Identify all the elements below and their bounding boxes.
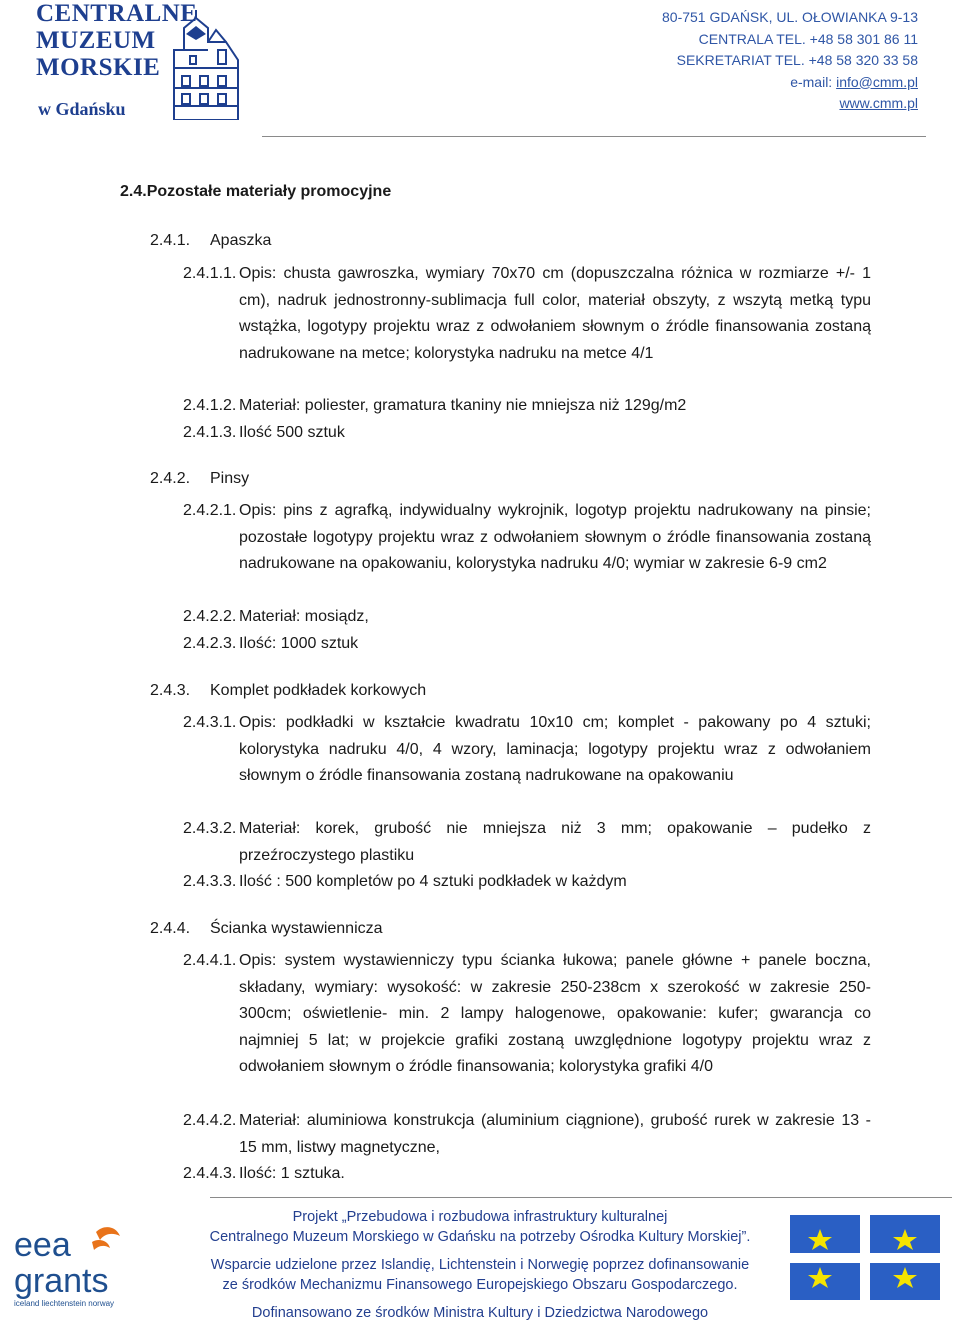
eea-word2: grants (14, 1262, 109, 1300)
central-phone: CENTRALA TEL. +48 58 301 86 11 (698, 30, 918, 47)
subsection-number: 2.4.2. (150, 470, 191, 487)
item-text: Materiał: mosiądz, (239, 608, 369, 625)
email-row (662, 72, 918, 94)
item-text: Ilość : 500 kompletów po 4 sztuki podkładek w każdym (239, 873, 627, 890)
item-text: Ilość 500 sztuk (239, 424, 345, 441)
list-item (183, 261, 871, 367)
footer-line5: Dofinansowano ze środków Ministra Kultury i Dziedzictwa Narodowego (251, 1305, 709, 1321)
contact-block (662, 7, 918, 115)
email-label: e-mail: (790, 73, 837, 90)
header-divider (262, 136, 926, 137)
list-item (183, 631, 871, 658)
item-number: 2.4.3.2. (183, 820, 237, 837)
item-number: 2.4.2.3. (183, 635, 237, 652)
item-text: Opis: chusta gawroszka, wymiary 70x70 cm (dopuszczalna różnica w rozmiarze +/- 1 cm), nadruk jednostronny-sublimacja full color, materiał obszyty, z wszytą metką typu wstążka, logotypy projektu wraz z odwołaniem słownym o źródle finansowania zostaną nadrukowane na metce; kolorystyka nadruku na metce 4/1 (239, 265, 871, 362)
address: 80-751 GDAŃSK, UL. OŁOWIANKA 9-13 (662, 9, 918, 25)
emblem-flag-icon (790, 1215, 940, 1300)
subsection-heading (150, 682, 426, 700)
logo-city: w Gdańsku (38, 99, 126, 119)
eea-word1: eea (14, 1226, 71, 1264)
logo-line3: MORSKIE (36, 54, 161, 81)
item-text: Materiał: aluminiowa konstrukcja (aluminium ciągnione), grubość rurek w zakresie 13 - 15 mm, listwy magnetyczne, (239, 1112, 871, 1156)
footer-line2: Centralnego Muzeum Morskiego w Gdańsku na potrzeby Ośrodka Kultury Morskiej”. (209, 1229, 751, 1245)
museum-logo (36, 0, 266, 125)
eea-countries: iceland liechtenstein norway (14, 1299, 115, 1308)
logo-line1: CENTRALNE (36, 0, 198, 27)
footer-text (130, 1207, 830, 1323)
list-item (183, 498, 871, 578)
item-text: Opis: system wystawienniczy typu ścianka łukowa; panele główne + panele boczna, składany, wymiary: wysokość: w zakresie 250-238cm x szerokość w zakresie 250-300cm; oświetlenie- min. 2 lampy halogenowe, opakowanie: kufer; gwarancja co najmniej 5 lat; w projekcie grafiki zostaną uwzględnione logotypy projektu wraz z odwołaniem słownym o źródle finansowania; kolorystyka grafiki 4/0 (239, 952, 871, 1075)
subsection-number: 2.4.1. (150, 232, 191, 249)
footer-line1: Projekt „Przebudowa i rozbudowa infrastruktury kulturalnej (292, 1209, 668, 1225)
subsection-title: Apaszka (210, 232, 272, 249)
list-item (183, 816, 871, 869)
item-number: 2.4.1.3. (183, 424, 237, 441)
item-text: Materiał: poliester, gramatura tkaniny nie mniejsza niż 129g/m2 (239, 397, 687, 414)
list-item (183, 604, 871, 631)
item-number: 2.4.4.3. (183, 1165, 237, 1182)
item-text: Ilość: 1000 sztuk (239, 635, 359, 652)
subsection-heading (150, 470, 249, 488)
subsection-heading (150, 920, 383, 938)
subsection-number: 2.4.4. (150, 920, 191, 937)
section-title: 2.4.Pozostałe materiały promocyjne (120, 183, 392, 200)
list-item (183, 710, 871, 790)
eea-grants-icon (12, 1222, 127, 1310)
item-number: 2.4.1.1. (183, 265, 237, 282)
email-link[interactable]: info@cmm.pl (836, 73, 918, 90)
item-text: Opis: podkładki w kształcie kwadratu 10x10 cm; komplet - pakowany po 4 sztuki; kolorystyka nadruku 4/0, 4 wzory, laminacja; logotypy projektu wraz z odwołaniem słownym o źródle finansowania zostaną nadrukowane na opakowaniu (239, 714, 871, 784)
website-link[interactable]: www.cmm.pl (839, 95, 918, 111)
item-number: 2.4.2.1. (183, 502, 237, 519)
list-item (183, 869, 871, 896)
subsection-number: 2.4.3. (150, 682, 191, 699)
item-number: 2.4.3.3. (183, 873, 237, 890)
list-item (183, 1108, 871, 1161)
item-text: Opis: pins z agrafką, indywidualny wykrojnik, logotyp projektu nadrukowany na pinsie; pozostałe logotypy projektu wraz z odwołaniem słownym o źródle finansowania zostaną nadrukowane na opakowaniu, kolorystyka nadruku 4/0; wymiar w zakresie 6-9 cm2 (239, 502, 871, 572)
subsection-title: Komplet podkładek korkowych (210, 682, 427, 699)
list-item (183, 393, 871, 420)
list-item (183, 1161, 871, 1188)
item-number: 2.4.4.1. (183, 952, 237, 969)
crane-gate-icon (166, 10, 246, 120)
secretariat-phone: SEKRETARIAT TEL. +48 58 320 33 58 (676, 52, 918, 68)
logo-line2: MUZEUM (36, 27, 156, 54)
list-item (183, 948, 871, 1081)
footer-line4: ze środków Mechanizmu Finansowego Europejskiego Obszaru Gospodarczego. (222, 1277, 738, 1293)
item-number: 2.4.4.2. (183, 1112, 237, 1129)
item-number: 2.4.3.1. (183, 714, 237, 731)
item-text: Ilość: 1 sztuka. (239, 1165, 345, 1182)
subsection-title: Ścianka wystawiennicza (210, 920, 383, 937)
footer-divider (210, 1197, 952, 1198)
item-text: Materiał: korek, grubość nie mniejsza niż 3 mm; opakowanie – pudełko z przeźroczystego plastiku (239, 820, 871, 864)
eea-grants-logo (12, 1222, 127, 1310)
footer-line3: Wsparcie udzielone przez Islandię, Lichtenstein i Norwegię poprzez dofinansowanie (210, 1257, 750, 1273)
list-item (183, 420, 871, 447)
item-number: 2.4.2.2. (183, 608, 237, 625)
subsection-title: Pinsy (210, 470, 250, 487)
item-number: 2.4.1.2. (183, 397, 237, 414)
subsection-heading (150, 232, 271, 250)
